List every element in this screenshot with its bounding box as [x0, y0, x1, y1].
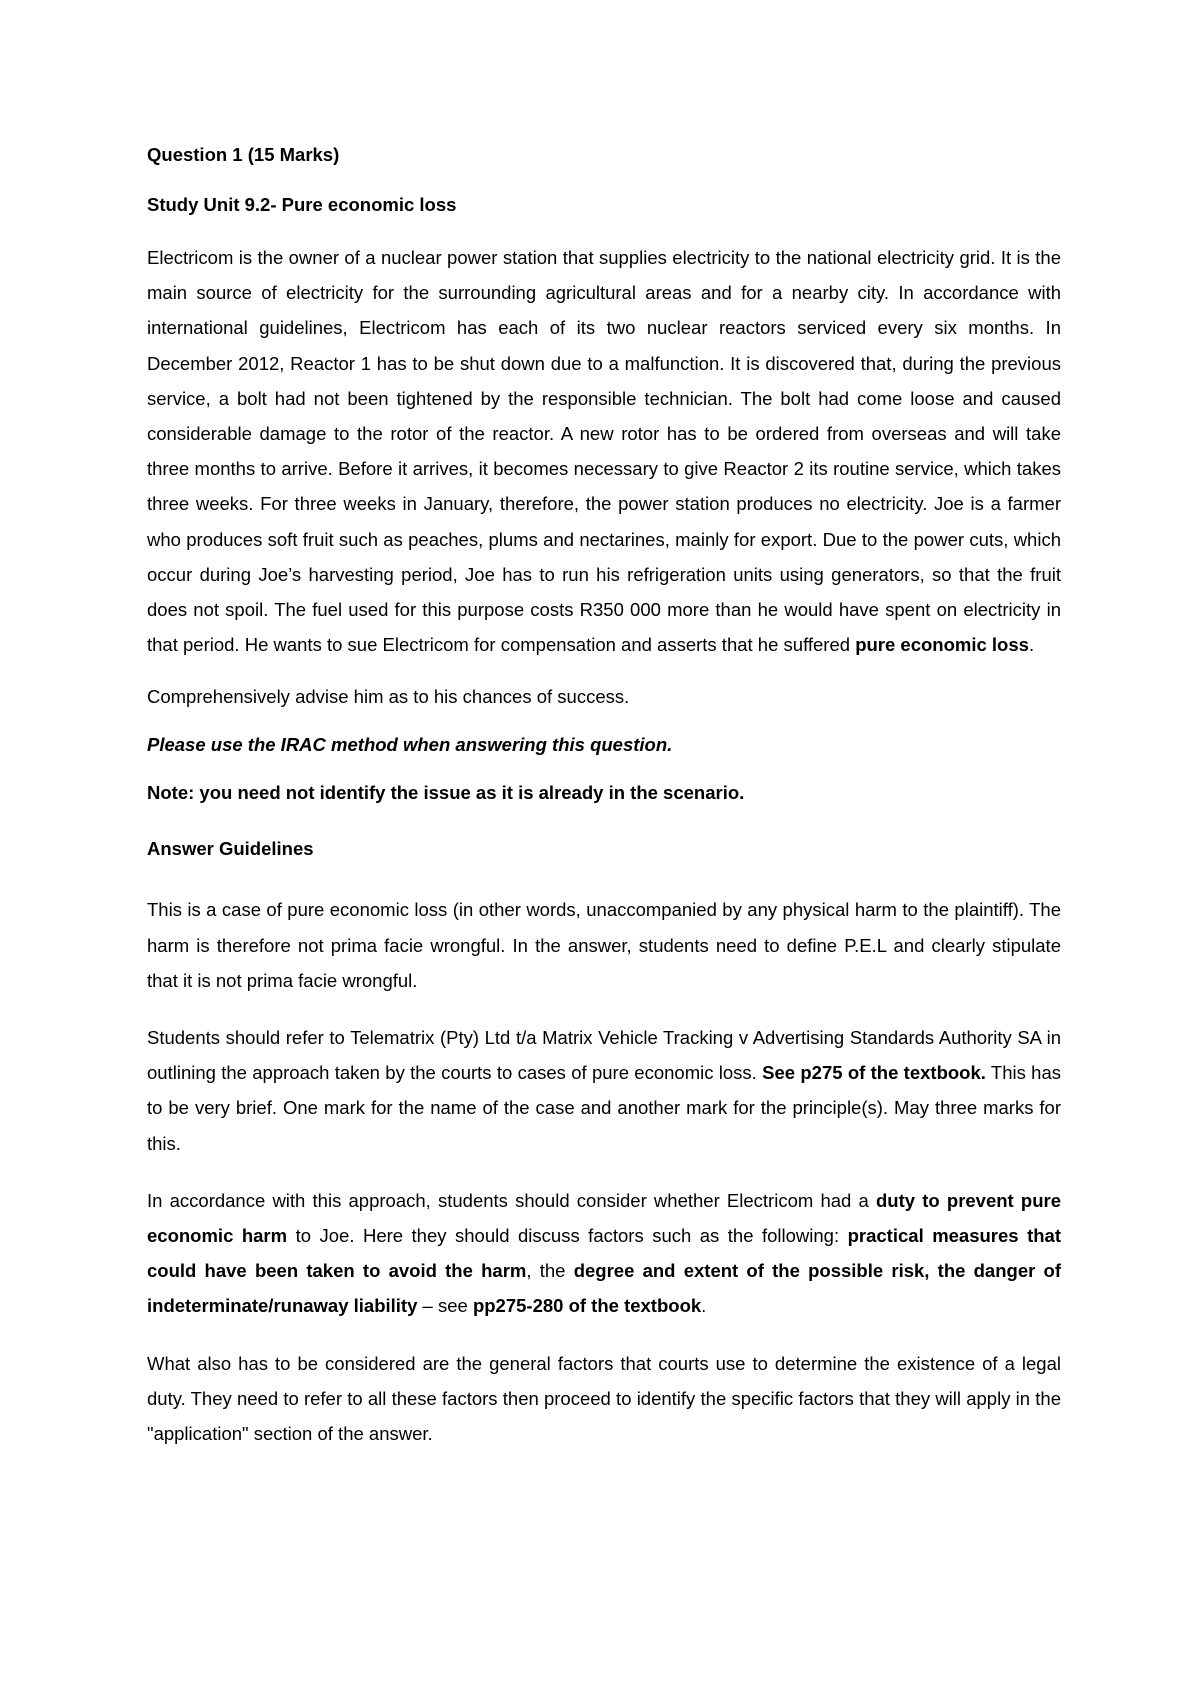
scenario-bold-term: pure economic loss [855, 634, 1029, 656]
guideline-2-reference: See p275 of the textbook. [762, 1062, 986, 1084]
scenario-paragraph [147, 240, 1061, 662]
guideline-3-text-d: – see [417, 1295, 473, 1317]
guideline-3-bold-pages: pp275-280 of the textbook [472, 1295, 702, 1317]
document-page [147, 142, 1061, 1451]
note-instruction: Note: you need not identify the issue as it is already in the scenario. [147, 782, 745, 804]
question-title: Question 1 (15 Marks) [147, 144, 340, 165]
guideline-2-text: Students should refer to Telematrix (Pty) Ltd t/a Matrix Vehicle Tracking v Advertising Standards Authority SA in outlining the approach taken by the courts to cases of pure economic loss. [147, 1027, 1061, 1084]
guideline-paragraph-4: What also has to be considered are the general factors that courts use to determine the existence of a legal duty. They need to refer to all these factors then proceed to identify the specific factors that they will apply in the "application" section of the answer. [147, 1352, 1061, 1445]
guideline-3-text-e: . [701, 1295, 707, 1317]
guideline-paragraph-1: This is a case of pure economic loss (in other words, unaccompanied by any physical harm to the plaintiff). The harm is therefore not prima facie wrongful. In the answer, students need to define P.E.L and clearly stipulate that it is not prima facie wrongful. [147, 899, 1061, 991]
irac-instruction: Please use the IRAC method when answering this question. [147, 734, 673, 756]
guideline-3-bold-measures: practical measures that could have been taken to avoid the harm [147, 1225, 1061, 1282]
guideline-3-bold-risk: degree and extent of the possible risk, the danger of indeterminate/runaway liability [147, 1260, 1062, 1317]
advise-instruction: Comprehensively advise him as to his chances of success. [147, 686, 630, 708]
study-unit-heading: Study Unit 9.2- Pure economic loss [147, 194, 457, 215]
guideline-paragraph-2 [147, 1020, 1061, 1161]
guideline-paragraph-3 [147, 1183, 1061, 1324]
guideline-3-bold-duty: duty to prevent pure economic harm [147, 1189, 1061, 1247]
answer-guidelines-heading: Answer Guidelines [147, 838, 314, 860]
scenario-text: Electricom is the owner of a nuclear power station that supplies electricity to the national electricity grid. It is the main source of electricity for the surrounding agricultural areas and for a nearby city. In accordance with international guidelines, Electricom has each of its two nuclear reactors serviced every six months. In December 2012, Reactor 1 has to be shut down due to a malfunction. It is discovered that, during the previous service, a bolt had not been tightened by the responsible technician. The bolt had come loose and caused considerable damage to the rotor of the reactor. A new rotor has to be ordered from overseas and will take three months to arrive. Before it arrives, it becomes necessary to give Reactor 2 its routine service, which takes three weeks. For three weeks in January, therefore, the power station produces no electricity. Joe is a farmer who produces soft fruit such as peaches, plums and nectarines, mainly for export. Due to the power cuts, which occur during Joe’s harvesting period, Joe has to run his refrigeration units using generators, so that the fruit does not spoil. The fuel used for this purpose costs R350 000 more than he would have spent on electricity in that period. He wants to sue Electricom for compensation and asserts that he suffered [147, 247, 1061, 656]
guideline-2-text-end: This has to be very brief. One mark for the name of the case and another mark for the principle(s). May three marks for this. [147, 1062, 1061, 1154]
guideline-3-text-a: In accordance with this approach, students should consider whether Electricom had a [147, 1189, 876, 1211]
guideline-3-text-c: , the [526, 1260, 574, 1282]
guideline-3-text-b: to Joe. Here they should discuss factors such as the following: [287, 1225, 848, 1247]
scenario-end: . [1028, 634, 1035, 656]
